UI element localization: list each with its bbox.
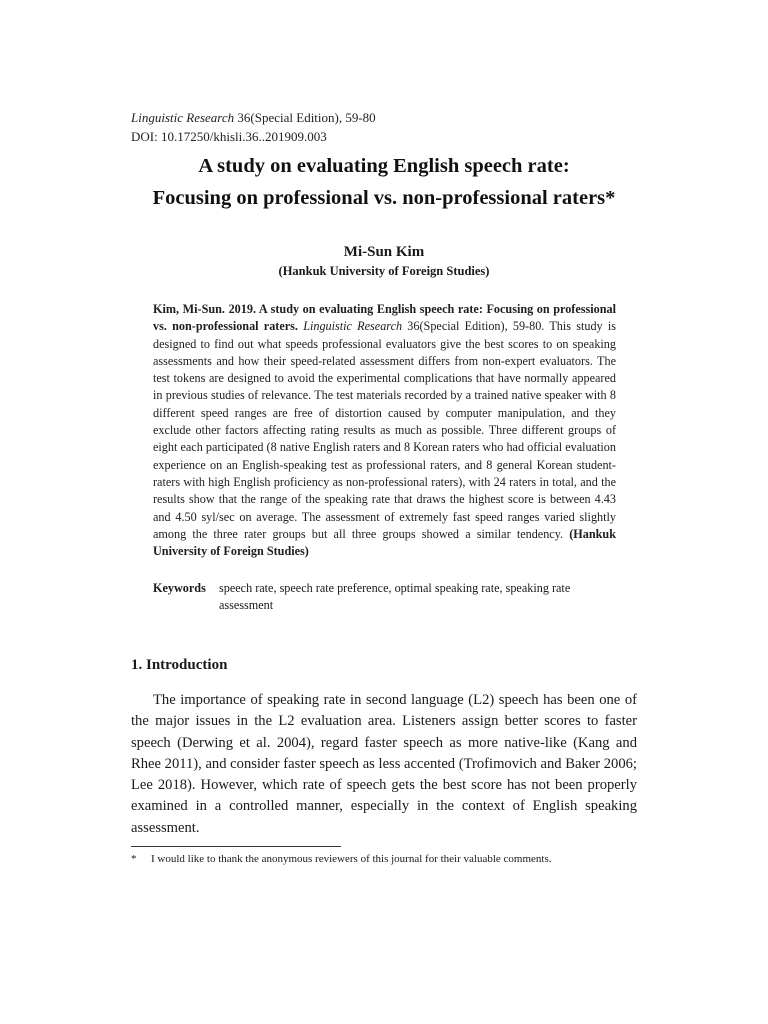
footnote (131, 852, 637, 867)
keywords-label: Keywords (153, 581, 206, 595)
doi: DOI: 10.17250/khisli.36..201909.003 (131, 129, 327, 144)
journal-citation-line (131, 108, 376, 127)
abstract-citation: Kim, Mi-Sun. 2019. A study on evaluating English speech rate: Focusing on professional vs. non-professional raters. (153, 302, 616, 334)
title-line-1: A study on evaluating English speech rate: (198, 155, 570, 177)
footnote-divider (131, 846, 341, 847)
author-affiliation: (Hankuk University of Foreign Studies) (278, 264, 490, 278)
journal-name: Linguistic Research (131, 110, 235, 125)
footnote-mark: * (131, 853, 137, 865)
body-paragraph: The importance of speaking rate in second language (L2) speech has been one of the major issues in the L2 evaluation area. Listeners assign better scores to faster speech (Derwing et al. 2004), regard faster speech as more native-like (Kang and Rhee 2011), and consider faster speech as less accented (Trofimovich and Baker 2006; Lee 2018). However, which rate of speech gets the best score has not been properly examined in a controlled manner, especially in the context of English speaking assessment. (131, 692, 637, 836)
author-name: Mi-Sun Kim (343, 244, 425, 260)
keywords (153, 580, 616, 615)
section-heading: 1. Introduction (131, 657, 228, 673)
abstract-body: This study is designed to find out what speeds professional evaluators give the best scores to on speaking assessments and how their speed-related assessment differs from non-expert evaluators. The test tokens are designed to avoid the experimental complications that have normally appeared in previous studies of relevance. The test materials recorded by a trained native speaker with 8 different speed ranges are free of distortion caused by computer manipulation, and they exclude other factors affecting rating results as much as possible. Three different groups of eight each participated (8 native English raters and 8 Korean raters who had official evaluation experience on an English-speaking test as professional raters, and 8 general Korean student-raters with high English proficiency as non-professional raters), with 24 raters in total, and the results show that the range of the speaking rate that draws the highest score is between 4.43 and 4.50 syl/sec on average. The assessment of extremely fast speed ranges varied slightly among the three rater groups but all three groups showed a similar tendency. (153, 319, 617, 541)
journal-header (131, 108, 376, 146)
paper-title (0, 150, 768, 214)
abstract-citation-journal: Linguistic Research (303, 319, 403, 334)
abstract-affiliation: (Hankuk University of Foreign Studies) (153, 526, 616, 559)
keywords-text: speech rate, speech rate preference, optimal speaking rate, speaking rate assessment (219, 581, 571, 613)
footnote-text: I would like to thank the anonymous reviewers of this journal for their valuable comments. (151, 853, 552, 865)
journal-issue: 36(Special Edition), 59-80 (234, 110, 376, 125)
abstract-citation-issue: 36(Special Edition), 59-80. (402, 319, 545, 334)
abstract (153, 301, 616, 560)
title-line-2: Focusing on professional vs. non-professional raters* (152, 187, 616, 209)
